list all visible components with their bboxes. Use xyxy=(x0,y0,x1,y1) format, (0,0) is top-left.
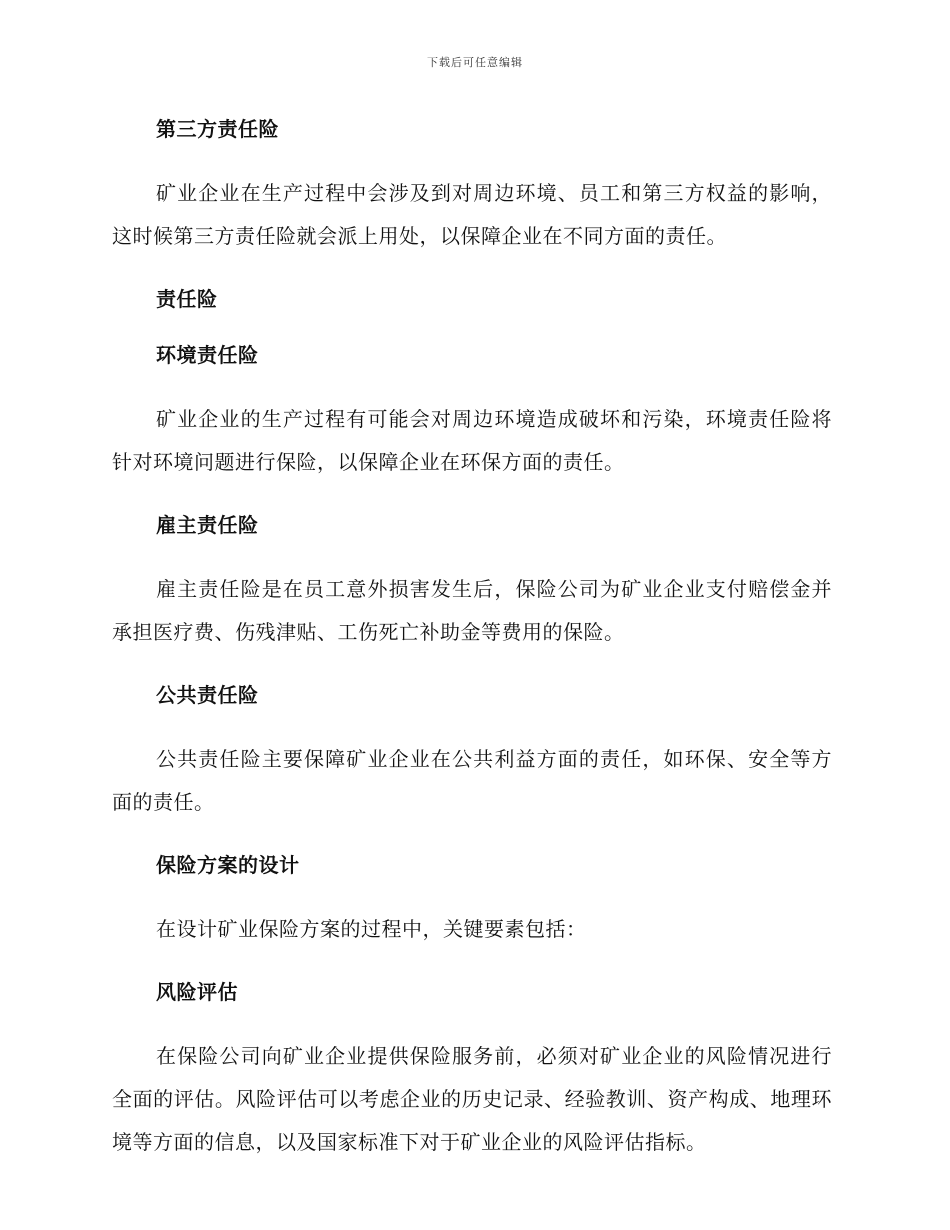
section-heading: 公共责任险 xyxy=(156,683,259,707)
paragraph: 公共责任险主要保障矿业企业在公共利益方面的责任，如环保、安全等方面的责任。 xyxy=(112,747,832,814)
paragraph: 矿业企业在生产过程中会涉及到对周边环境、员工和第三方权益的影响，这时候第三方责任险就会派上用处，以保障企业在不同方面的责任。 xyxy=(112,181,832,248)
section-heading: 环境责任险 xyxy=(156,343,259,367)
section-heading: 风险评估 xyxy=(156,980,238,1004)
paragraph: 在保险公司向矿业企业提供保险服务前，必须对矿业企业的风险情况进行全面的评估。风险评估可以考虑企业的历史记录、经验教训、资产构成、地理环境等方面的信息，以及国家标准下对于矿业企业的风险评估指标。 xyxy=(112,1044,832,1154)
paragraph: 雇主责任险是在员工意外损害发生后，保险公司为矿业企业支付赔偿金并承担医疗费、伤残津贴、工伤死亡补助金等费用的保险。 xyxy=(112,577,832,644)
section-heading: 雇主责任险 xyxy=(156,513,259,537)
paragraph: 在设计矿业保险方案的过程中，关键要素包括： xyxy=(156,917,587,941)
section-heading: 第三方责任险 xyxy=(156,117,279,141)
document-body xyxy=(112,112,832,1164)
section-heading: 保险方案的设计 xyxy=(156,853,300,877)
section-heading: 责任险 xyxy=(156,287,218,311)
paragraph: 矿业企业的生产过程有可能会对周边环境造成破坏和污染，环境责任险将针对环境问题进行保险，以保障企业在环保方面的责任。 xyxy=(112,407,832,474)
page-header: 下载后可任意编辑 xyxy=(427,56,523,69)
